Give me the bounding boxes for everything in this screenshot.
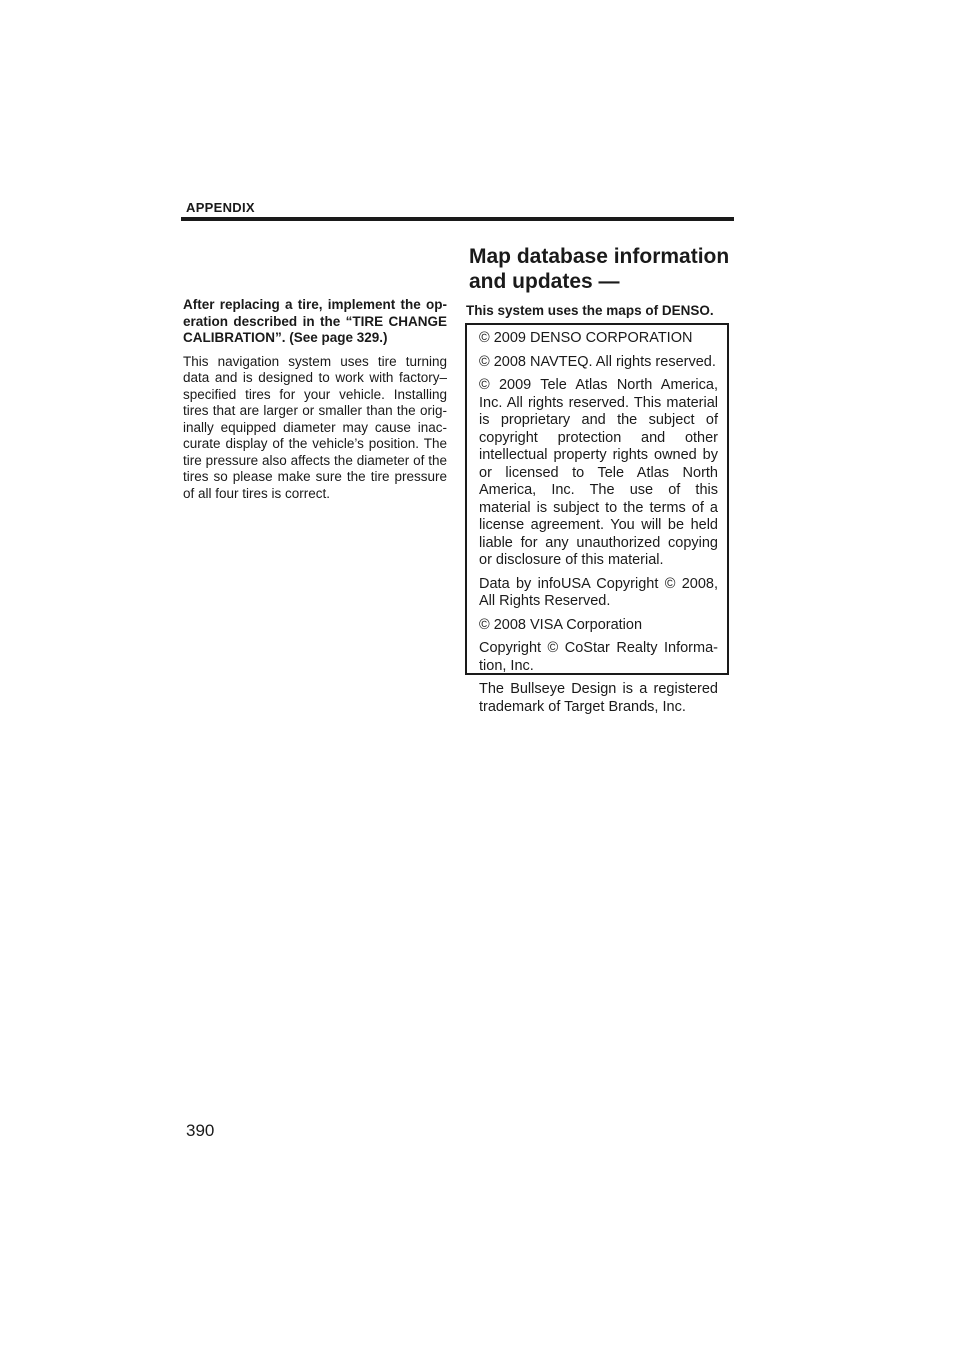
- copyright-visa: © 2008 VISA Corporation: [479, 616, 643, 633]
- page-number: 390: [186, 1121, 215, 1140]
- left-column: [183, 297, 447, 509]
- maps-intro: This system uses the maps of DENSO.: [466, 303, 714, 318]
- copyright-tele-atlas: © 2009 Tele Atlas North America, Inc. All rights reserved. This material is proprietary and the subject of copyright protection and other intellectual property rights owned by or licensed to Tele Atlas North America, Inc. The use of this material is subject to the terms of a license agreement. You will be held liable for any unauthorized copying or disclosure of this material.: [479, 377, 718, 568]
- copyright-denso: © 2009 DENSO CORPORATION: [479, 330, 693, 346]
- page-title-line-2: and updates —: [469, 270, 620, 293]
- copyright-costar: Copyright © CoStar Realty Information, Inc.: [479, 640, 718, 674]
- tire-calibration-notice: After replacing a tire, implement the operation described in the “TIRE CHANGE CALIBRATION”. (See page 329.): [183, 297, 447, 345]
- copyright-navteq: © 2008 NAVTEQ. All rights reserved.: [479, 353, 716, 370]
- page-title: [469, 244, 749, 294]
- page-title-line-1: Map database information: [469, 245, 730, 268]
- header-rule: [181, 217, 734, 221]
- copyright-infousa: Data by infoUSA Copyright © 2008, All Rights Reserved.: [479, 575, 718, 609]
- tire-info-paragraph: This navigation system uses tire turning data and is designed to work with factory–specified tires for your vehicle. Installing tires that are larger or smaller than the originally equipped diameter may cause inaccurate display of the vehicle’s position. The tire pressure also affects the diameter of the tires so please make sure the tire pressure of all four tires is correct.: [183, 353, 447, 501]
- section-header: APPENDIX: [186, 200, 255, 215]
- copyright-box: [465, 323, 729, 715]
- copyright-target: The Bullseye Design is a registered trademark of Target Brands, Inc.: [479, 681, 718, 715]
